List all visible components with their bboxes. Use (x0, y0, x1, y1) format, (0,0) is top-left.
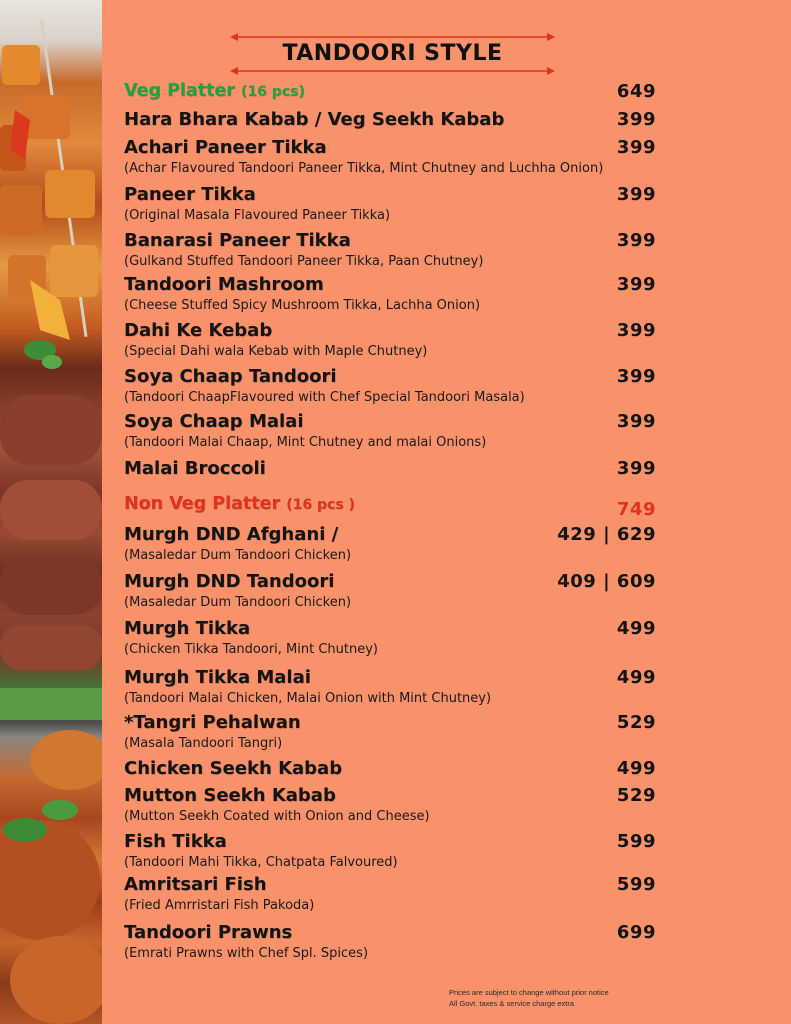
item-price: 399 (616, 230, 656, 251)
item-description: (Fried Amrristari Fish Pakoda) (124, 898, 315, 913)
veg-platter-name: Veg Platter (124, 81, 235, 101)
item-description: (Masala Tandoori Tangri) (124, 736, 283, 751)
item-name: Tandoori Prawns (124, 922, 293, 943)
nonveg-platter-count: (16 pcs ) (286, 497, 355, 513)
item-description: (Special Dahi wala Kebab with Maple Chutney) (124, 344, 428, 359)
item-price: 529 (616, 712, 656, 733)
item-name: Hara Bhara Kabab / Veg Seekh Kabab (124, 109, 505, 130)
veg-platter-price: 649 (616, 81, 656, 102)
footer-line-taxes: All Govt. taxes & service charge extra (449, 999, 575, 1008)
item-description: (Cheese Stuffed Spicy Mushroom Tikka, Lachha Onion) (124, 298, 481, 313)
item-price: 399 (616, 109, 656, 130)
item-name: Dahi Ke Kebab (124, 320, 273, 341)
item-price: 399 (616, 458, 656, 479)
item-description: (Emrati Prawns with Chef Spl. Spices) (124, 946, 369, 961)
veg-platter-count: (16 pcs) (241, 84, 305, 100)
item-description: (Chicken Tikka Tandoori, Mint Chutney) (124, 642, 378, 657)
decorative-arrow-bottom (230, 66, 555, 76)
item-name: *Tangri Pehalwan (124, 712, 301, 733)
item-price: 699 (616, 922, 656, 943)
item-description: (Achar Flavoured Tandoori Paneer Tikka, Mint Chutney and Luchha Onion) (124, 161, 604, 176)
item-price: 399 (616, 184, 656, 205)
item-description: (Masaledar Dum Tandoori Chicken) (124, 548, 352, 563)
footer-note (449, 987, 609, 1009)
item-name: Murgh DND Afghani / (124, 524, 339, 545)
nonveg-platter-title (124, 494, 355, 514)
item-price: 499 (616, 667, 656, 688)
item-name: Fish Tikka (124, 831, 227, 852)
item-price: 529 (616, 785, 656, 806)
item-price: 399 (616, 137, 656, 158)
item-description: (Gulkand Stuffed Tandoori Paneer Tikka, Paan Chutney) (124, 254, 484, 269)
item-price: 429 | 629 (557, 524, 656, 545)
item-name: Paneer Tikka (124, 184, 256, 205)
item-price: 399 (616, 274, 656, 295)
item-name: Mutton Seekh Kabab (124, 785, 336, 806)
item-name: Chicken Seekh Kabab (124, 758, 343, 779)
footer-line-prices: Prices are subject to change without prior notice (449, 988, 609, 997)
nonveg-platter-name: Non Veg Platter (124, 494, 281, 514)
item-price: 499 (616, 618, 656, 639)
item-price: 599 (616, 831, 656, 852)
item-description: (Tandoori ChaapFlavoured with Chef Special Tandoori Masala) (124, 390, 525, 405)
item-name: Soya Chaap Malai (124, 411, 304, 432)
item-name: Soya Chaap Tandoori (124, 366, 337, 387)
item-price: 399 (616, 366, 656, 387)
nonveg-platter-price: 749 (616, 499, 656, 520)
item-price: 499 (616, 758, 656, 779)
item-name: Murgh Tikka (124, 618, 251, 639)
item-name: Malai Broccoli (124, 458, 266, 479)
item-description: (Masaledar Dum Tandoori Chicken) (124, 595, 352, 610)
item-price: 599 (616, 874, 656, 895)
item-price: 399 (616, 411, 656, 432)
item-description: (Mutton Seekh Coated with Onion and Cheese) (124, 809, 430, 824)
item-name: Murgh DND Tandoori (124, 571, 335, 592)
item-price: 409 | 609 (557, 571, 656, 592)
item-description: (Tandoori Malai Chaap, Mint Chutney and malai Onions) (124, 435, 487, 450)
veg-platter-title (124, 81, 305, 101)
item-description: (Tandoori Malai Chicken, Malai Onion with Mint Chutney) (124, 691, 492, 706)
item-name: Amritsari Fish (124, 874, 267, 895)
food-photo-strip (0, 0, 102, 1024)
section-title: TANDOORI STYLE (282, 41, 503, 66)
item-description: (Original Masala Flavoured Paneer Tikka) (124, 208, 391, 223)
food-photo-shapes (0, 0, 102, 1024)
item-name: Murgh Tikka Malai (124, 667, 311, 688)
item-name: Tandoori Mashroom (124, 274, 324, 295)
item-name: Achari Paneer Tikka (124, 137, 327, 158)
section-heading (230, 32, 555, 78)
item-name: Banarasi Paneer Tikka (124, 230, 351, 251)
item-price: 399 (616, 320, 656, 341)
item-description: (Tandoori Mahi Tikka, Chatpata Falvoured) (124, 855, 398, 870)
